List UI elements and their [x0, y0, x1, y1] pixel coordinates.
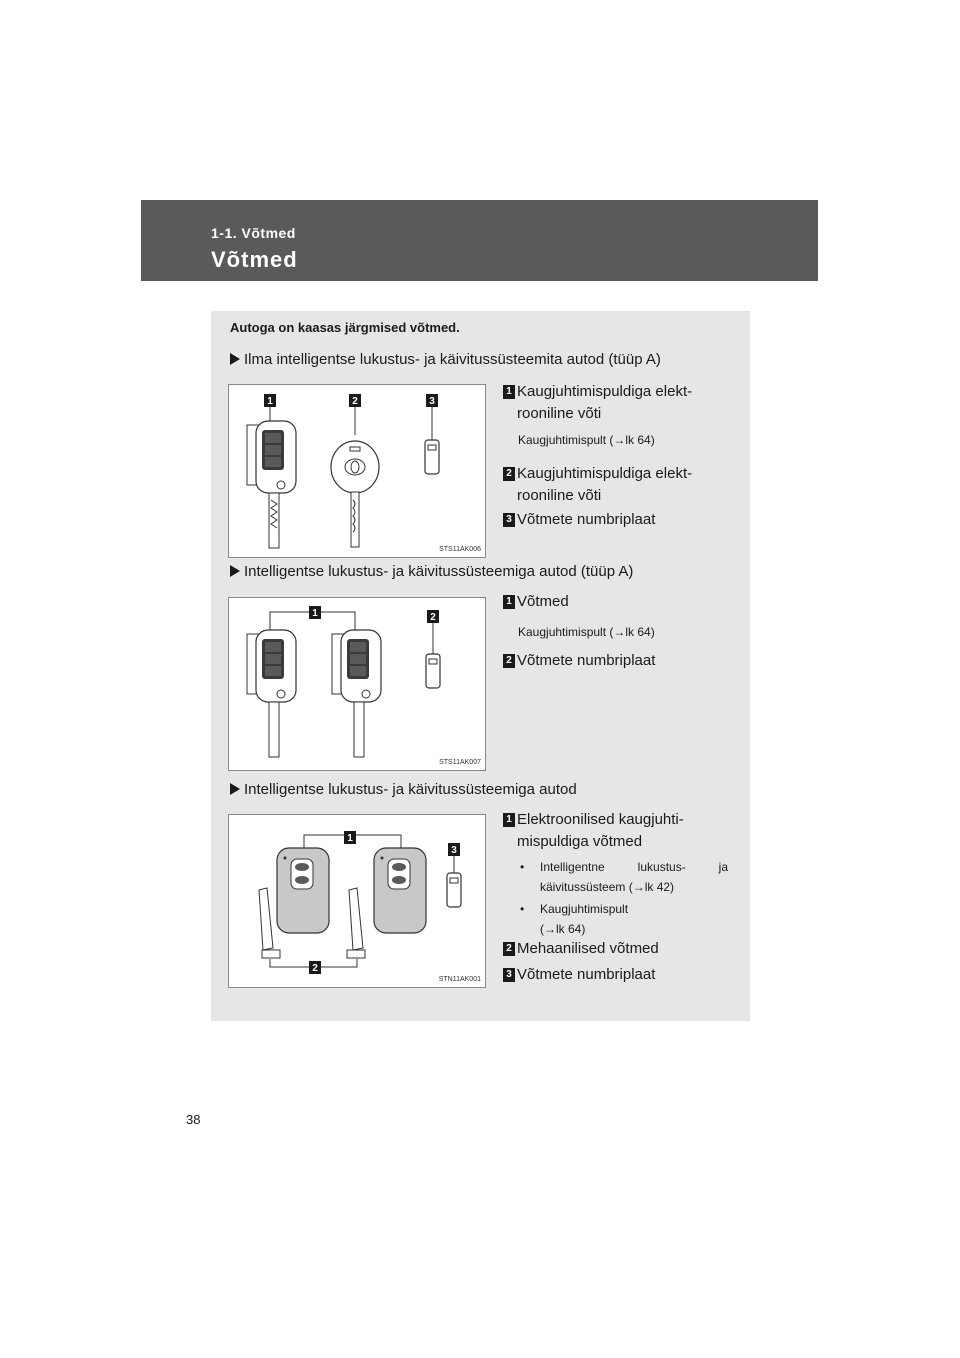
intro-text: Autoga on kaasas järgmised võtmed. [230, 320, 460, 335]
figure-keys-b [228, 597, 486, 771]
keys-illustration [229, 385, 485, 557]
callout-number: 2 [503, 942, 515, 956]
item-text: Võtmete numbriplaat [517, 966, 656, 983]
item-text-cont: rooniline võti [517, 405, 602, 422]
content-panel [211, 311, 750, 1021]
item-text: Mehaanilised võtmed [517, 940, 659, 957]
list-item [503, 509, 728, 531]
keys-illustration [229, 815, 485, 987]
section-label: 1-1. Võtmed [211, 225, 296, 241]
bullet-item [520, 857, 728, 897]
figure-code: STN11AK001 [438, 976, 481, 983]
figure-keys-a [228, 384, 486, 558]
figure-code: STS11AK007 [439, 759, 481, 766]
list-item [503, 809, 728, 853]
svg-text:2: 2 [312, 963, 318, 974]
bullet-item [520, 899, 728, 939]
item-text: Kaugjuhtimispuldiga elekt- [517, 465, 693, 482]
svg-text:1: 1 [312, 608, 318, 619]
item-text: Kaugjuhtimispuldiga elekt- [517, 383, 693, 400]
item-text: Elektroonilised kaugjuhti- [517, 811, 684, 828]
item-text: Võtmete numbriplaat [517, 652, 656, 669]
list-item [503, 964, 728, 986]
svg-text:3: 3 [429, 396, 435, 407]
list-item [503, 938, 728, 960]
svg-text:1: 1 [267, 396, 273, 407]
item-text: Võtmete numbriplaat [517, 511, 656, 528]
list-item [503, 650, 728, 672]
bullet-text: Kaugjuhtimispult (→lk 64) [540, 902, 629, 936]
item-text-cont: rooniline võti [517, 487, 602, 504]
list-item [503, 463, 728, 507]
triangle-bullet-icon [230, 353, 240, 365]
bullet-text: Intelligentne lukustus- ja käivitussüsteem (→lk 42) [540, 860, 728, 894]
svg-text:1: 1 [347, 833, 353, 844]
list-item [503, 591, 728, 613]
page-number: 38 [186, 1112, 201, 1127]
callout-number: 1 [503, 595, 515, 609]
svg-text:2: 2 [352, 396, 358, 407]
page-title: Võtmed [211, 247, 298, 272]
svg-text:2: 2 [430, 612, 436, 623]
callout-number: 2 [503, 654, 515, 668]
item-subnote: Kaugjuhtimispult (→lk 64) [518, 433, 655, 447]
callout-number: 3 [503, 513, 515, 527]
figure-keys-c [228, 814, 486, 988]
callout-number: 1 [503, 385, 515, 399]
item-subnote: Kaugjuhtimispult (→lk 64) [518, 625, 655, 639]
triangle-bullet-icon [230, 565, 240, 577]
bullet-dot: • [520, 860, 525, 874]
svg-text:3: 3 [451, 845, 457, 856]
item-text: Võtmed [517, 593, 569, 610]
callout-number: 3 [503, 968, 515, 982]
section-heading-c: Intelligentse lukustus- ja käivitussüsteemiga autod [230, 781, 577, 798]
callout-number: 1 [503, 813, 515, 827]
section-heading-a: Ilma intelligentse lukustus- ja käivitussüsteemita autod (tüüp A) [230, 351, 661, 368]
bullet-dot: • [520, 902, 525, 916]
item-text-cont: mispuldiga võtmed [517, 833, 643, 850]
list-item [503, 381, 728, 425]
keys-illustration [229, 598, 485, 770]
triangle-bullet-icon [230, 783, 240, 795]
chapter-header [141, 200, 818, 281]
figure-code: STS11AK006 [439, 546, 481, 553]
section-heading-b: Intelligentse lukustus- ja käivitussüsteemiga autod (tüüp A) [230, 563, 633, 580]
callout-number: 2 [503, 467, 515, 481]
